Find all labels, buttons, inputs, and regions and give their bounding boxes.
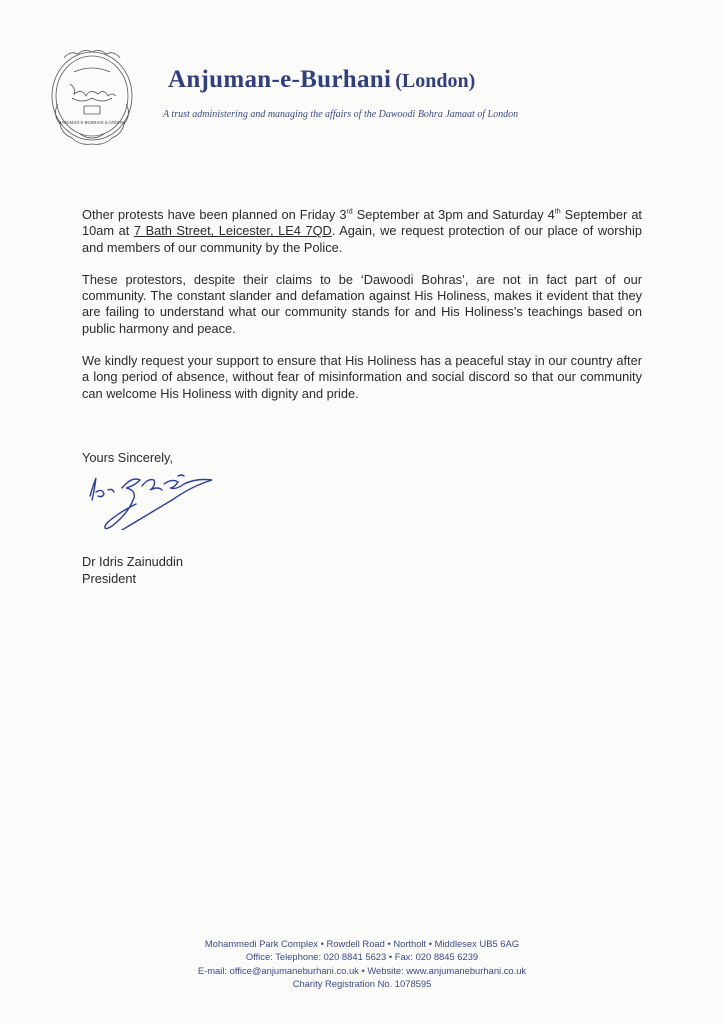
venue-address: 7 Bath Street, Leicester, LE4 7QD [133, 223, 332, 239]
org-name-location: (London) [395, 70, 476, 92]
signer-name: Dr Idris Zainuddin [82, 554, 183, 569]
paragraph-protests [82, 207, 642, 256]
p1-sup-rd: rd [346, 208, 353, 216]
footer-contact: E-mail: office@anjumaneburhani.co.uk • Website: www.anjumaneburhani.co.uk [197, 964, 527, 976]
p1-text-c: September at 10am at [82, 207, 642, 239]
org-name-main: Anjuman-e-Burhani [168, 66, 392, 93]
seal-text: ANJUMAN-E-BURHANI (LONDON) [58, 120, 126, 125]
footer-address: Mohammedi Park Complex • Rowdell Road • Northolt • Middlesex UB5 6AG [204, 938, 520, 949]
signer-title: President [82, 570, 137, 586]
signature-image [80, 462, 230, 530]
footer-charity: Charity Registration No. 1078595 [292, 977, 432, 989]
letter-body [82, 207, 642, 418]
p1-sup-th: th [554, 208, 561, 216]
paragraph-protestors: These protestors, despite their claims to be ‘Dawoodi Bohras’, are not in fact part of our community. The constant slander and defamation against His Holiness, makes it evident that they are failing to understand what our community stands for and His Holiness’s teachings based on public harmony and peace. [82, 271, 642, 336]
signer-block [82, 554, 183, 587]
paragraph-request: We kindly request your support to ensure that His Holiness has a peaceful stay in our country after a long period of absence, without fear of misinformation and social discord so that our community can welcome His Holiness with dignity and pride. [82, 353, 642, 401]
p1-text-a: Other protests have been planned on Friday 3 [82, 207, 347, 222]
letter-footer [0, 937, 724, 990]
footer-phone: Office: Telephone: 020 8841 5623 • Fax: 020 8845 6239 [245, 951, 479, 963]
org-tagline: A trust administering and managing the affairs of the Dawoodi Bohra Jamaat of London [163, 109, 519, 120]
closing-salutation: Yours Sincerely, [82, 450, 174, 465]
org-name [168, 66, 475, 94]
p1-text-b: September at 3pm and Saturday 4 [352, 207, 555, 222]
seal-logo-icon [44, 44, 140, 148]
p1-text-d: . Again, we request protection of our place of worship and members of our community by the Police. [82, 223, 642, 255]
